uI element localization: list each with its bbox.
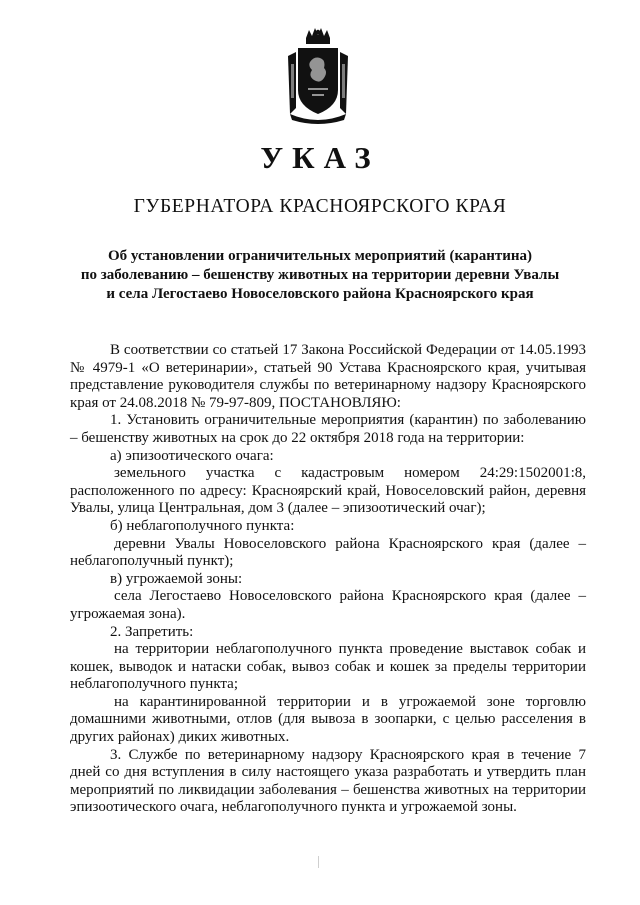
coat-of-arms-emblem-icon [284, 28, 352, 126]
item-2a: на территории неблагополучного пункта проведение выставок собак и кошек, выводок и натаски собак, вывоз собак и кошек за пределы территории неблагополучного пункта; [70, 641, 586, 693]
heading-line: по заболеванию – бешенству животных на территории деревни Увалы [80, 267, 560, 283]
item-1b-label: б) неблагополучного пункта: [110, 517, 295, 534]
item-1a-text: земельного участка с кадастровым номером 24:29:1502001:8, расположенного по адресу: Красноярский край, Новоселовский район, деревня Увалы, улица Центральная, дом 3 (далее – эпизоотический очаг); [70, 465, 586, 517]
heading-line: и села Легостаево Новоселовского района Красноярского края [106, 286, 534, 302]
item-1c-label: в) угрожаемой зоны: [110, 570, 243, 587]
item-3: 3. Службе по ветеринарному надзору Красноярского края в течение 7 дней со дня вступления в силу настоящего указа разработать и утвердить план мероприятий по ликвидации заболевания – бешенства животных на территории эпизоотического очага, неблагополучного пункта и угрожаемой зоны. [70, 746, 586, 816]
item-2b: на карантинированной территории и в угрожаемой зоне торговлю домашними животными, отлов (для вывоза в зоопарки, с целью расселения в других районах) диких животных. [70, 693, 586, 746]
intro-paragraph: В соответствии со статьей 17 Закона Российской Федерации от 14.05.1993 № 4979-1 «О ветеринарии», статьей 90 Устава Красноярского края, учитывая представление руководителя службы по ветеринарному надзору Красноярского края от 24.08.2018 № 79-97-809, ПОСТАНОВЛЯЮ: [70, 342, 586, 411]
item-1: 1. Установить ограничительные мероприятия (карантин) по заболеванию – бешенству животных на срок до 22 октября 2018 года на территории: [70, 412, 586, 446]
item-1c-text: села Легостаево Новоселовского района Красноярского края (далее – угрожаемая зона). [70, 588, 586, 622]
item-1a-label: а) эпизоотического очага: [110, 447, 274, 464]
page-mark-divider [318, 856, 319, 868]
decree-issuer: ГУБЕРНАТОРА КРАСНОЯРСКОГО КРАЯ [133, 196, 507, 217]
item-1b-text: деревни Увалы Новоселовского района Красноярского края (далее – неблагополучный пункт); [70, 535, 586, 570]
decree-heading [70, 247, 570, 304]
decree-body [70, 342, 586, 817]
heading-line: Об установлении ограничительных мероприятий (карантина) [107, 248, 532, 264]
decree-title: УКАЗ [260, 140, 380, 175]
item-2: 2. Запретить: [110, 623, 194, 640]
